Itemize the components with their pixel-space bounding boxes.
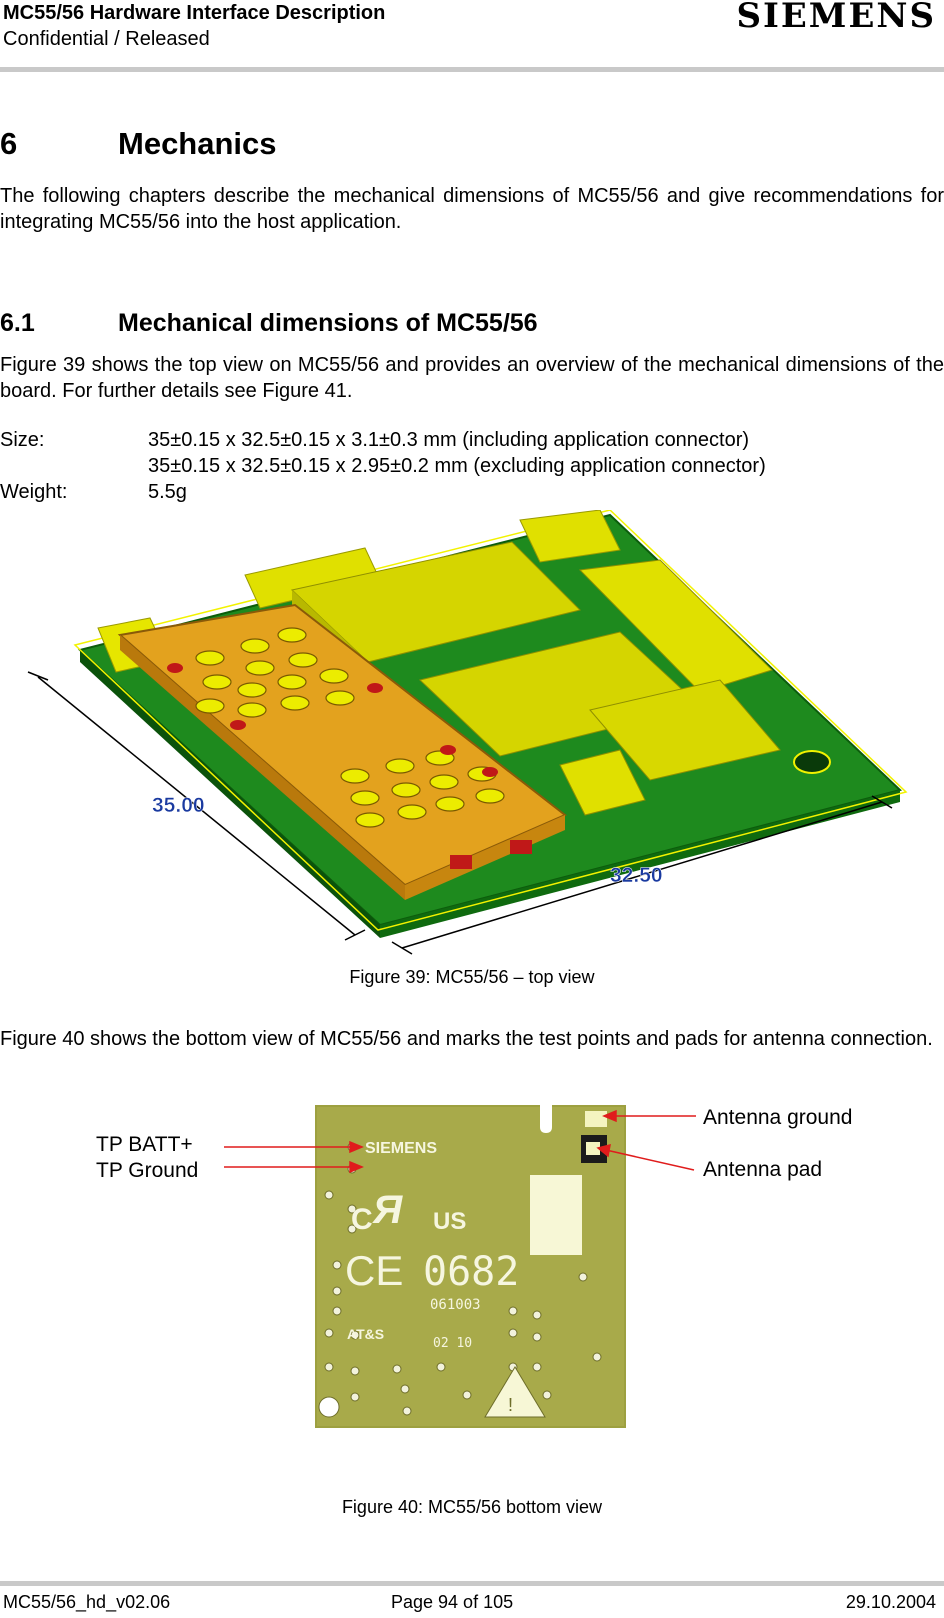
- board-brand-marking: SIEMENS: [365, 1140, 438, 1157]
- svg-text:Я: Я: [373, 1188, 403, 1232]
- section-title: Mechanics: [118, 126, 277, 161]
- svg-text:CE: CE: [345, 1247, 404, 1294]
- board-date-marking: 02 10: [433, 1336, 473, 1351]
- weight-row: [0, 481, 187, 504]
- footer-doc-id: MC55/56_hd_v02.06: [3, 1592, 171, 1612]
- footer-page-number: Page 94 of 105: [391, 1592, 514, 1612]
- board-code-marking: 061003: [430, 1297, 481, 1313]
- size-row-2: [0, 455, 766, 478]
- board-ul-marking: US: [433, 1208, 467, 1235]
- antenna-ground-label: Antenna ground: [703, 1106, 853, 1129]
- weight-value: 5.5g: [148, 481, 187, 503]
- section-number: 6: [0, 126, 18, 161]
- document-title: MC55/56 Hardware Interface Description: [3, 2, 386, 24]
- figure40-intro-paragraph: Figure 40 shows the bottom view of MC55/56 and marks the test points and pads for antenna connection.: [0, 1028, 933, 1050]
- figure39-caption: Figure 39: MC55/56 – top view: [349, 967, 595, 987]
- dimension-length-label: 35.00: [152, 794, 205, 817]
- dimension-width-label: 32.50: [610, 864, 663, 887]
- svg-text:C: C: [351, 1203, 373, 1236]
- subsection-number: 6.1: [0, 309, 35, 337]
- svg-text:!: !: [508, 1395, 514, 1415]
- footer-divider: [0, 1581, 944, 1586]
- size-value-1: 35±0.15 x 32.5±0.15 x 3.1±0.3 mm (including application connector): [148, 429, 750, 451]
- intro-paragraph: The following chapters describe the mechanical dimensions of MC55/56 and give recommendations for integrating MC55/56 into the host application.: [0, 185, 944, 233]
- header-divider: [0, 67, 944, 72]
- siemens-logo: SIEMENS: [736, 0, 936, 36]
- tp-batt-label: TP BATT+: [96, 1133, 193, 1156]
- tp-ground-label: TP Ground: [96, 1159, 199, 1182]
- module-top-view-figure: [20, 510, 920, 960]
- section-heading: [0, 126, 277, 162]
- subsection-title: Mechanical dimensions of MC55/56: [118, 309, 538, 337]
- size-label: Size:: [0, 429, 45, 451]
- footer-date: 29.10.2004: [845, 1592, 936, 1612]
- document-status: Confidential / Released: [3, 28, 210, 50]
- size-row: [0, 429, 749, 452]
- weight-label: Weight:: [0, 481, 68, 503]
- board-maker-marking: AT&S: [347, 1326, 385, 1342]
- subsection-heading: [0, 309, 538, 338]
- antenna-pad-label: Antenna pad: [703, 1158, 823, 1181]
- size-value-2: 35±0.15 x 32.5±0.15 x 2.95±0.2 mm (excluding application connector): [148, 455, 766, 477]
- board-ce-number-marking: 0682: [423, 1249, 520, 1295]
- figure40-caption: Figure 40: MC55/56 bottom view: [341, 1497, 603, 1517]
- figure39-intro-paragraph: Figure 39 shows the top view on MC55/56 and provides an overview of the mechanical dimensions of the board. For further details see Figure 41.: [0, 354, 944, 402]
